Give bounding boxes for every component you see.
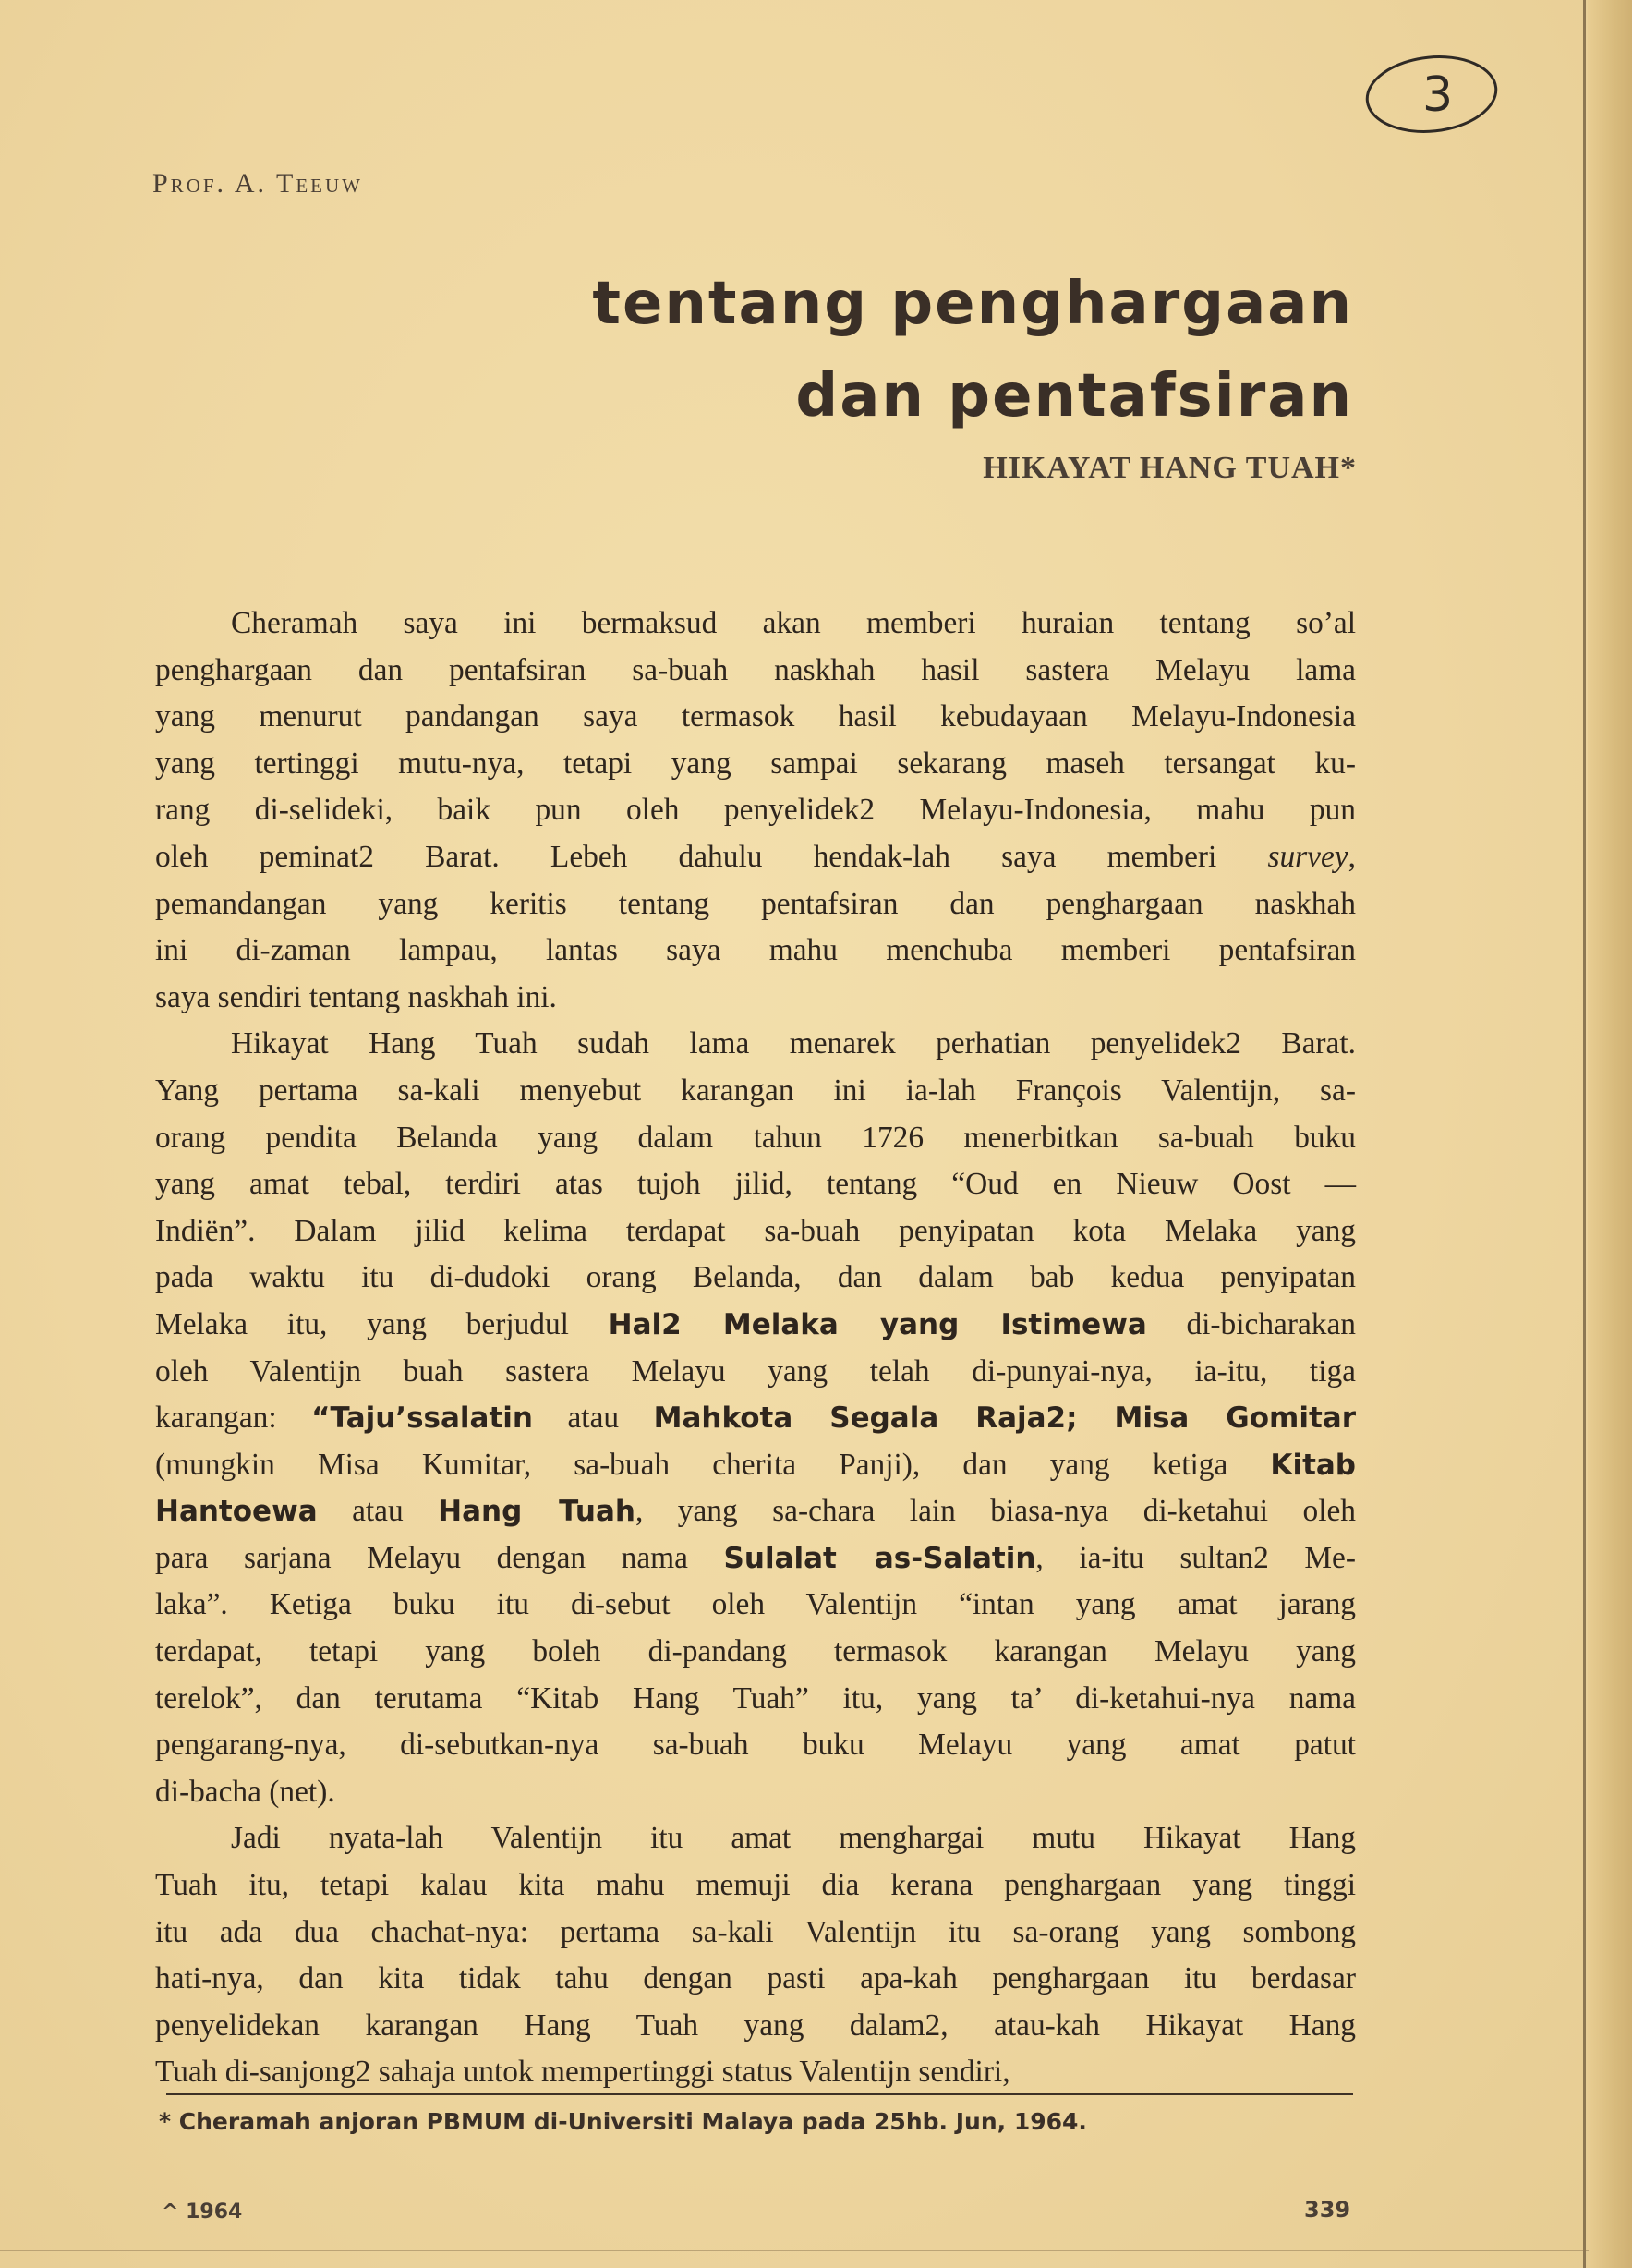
text-run: Tuah itu, tetapi kalau kita mahu memuji dia kerana penghargaan yang tinggi	[155, 1868, 1356, 1903]
paragraph-2-line	[155, 1115, 1356, 1162]
text-run: Yang pertama sa-kali menyebut karangan ini ia-lah François Valentijn, sa-	[155, 1073, 1356, 1108]
text-run: laka”. Ketiga buku itu di-sebut oleh Valentijn “intan yang amat jarang	[155, 1587, 1356, 1622]
text-run: ini di-zaman lampau, lantas saya mahu menchuba memberi pentafsiran	[155, 933, 1356, 968]
paragraph-2-line	[155, 1769, 1356, 1816]
text-run: pengarang-nya, di-sebutkan-nya sa-buah buku Melayu yang amat patut	[155, 1728, 1356, 1763]
text-run: orang pendita Belanda yang dalam tahun 1726 menerbitkan sa-buah buku	[155, 1120, 1356, 1155]
text-run: Hikayat Hang Tuah sudah lama menarek perhatian penyelidek2 Barat.	[231, 1026, 1356, 1061]
text-run: penyelidekan karangan Hang Tuah yang dalam2, atau-kah Hikayat Hang	[155, 2007, 1356, 2043]
paragraph-2-line	[155, 1442, 1356, 1489]
text-run: oleh Valentijn buah sastera Melayu yang telah di-punyai-nya, ia-itu, tiga	[155, 1353, 1356, 1389]
text-run: ,	[1348, 839, 1356, 874]
article-body	[155, 600, 1356, 2096]
handwritten-page-number	[1358, 48, 1505, 140]
paragraph-2-line	[155, 1629, 1356, 1676]
text-run: hati-nya, dan kita tidak tahu dengan pasti apa-kah penghargaan itu berdasar	[155, 1961, 1356, 1996]
paragraph-2-line	[155, 1208, 1356, 1255]
article-title-line-2: dan pentafsiran	[795, 362, 1353, 431]
paragraph-3-line	[155, 1956, 1356, 2003]
bold-title-text: Sulalat as-Salatin	[723, 1541, 1036, 1575]
paragraph-1-line	[155, 881, 1356, 928]
paragraph-3-line	[155, 1862, 1356, 1910]
paragraph-2-line	[155, 1676, 1356, 1723]
paragraph-3-line	[155, 1910, 1356, 1957]
paragraph-2-line	[155, 1068, 1356, 1115]
text-run: karangan:	[155, 1401, 312, 1436]
text-run: Melaka itu, yang berjudul	[155, 1306, 609, 1341]
folio-left: ^ 1964	[162, 2201, 243, 2224]
article-subtitle: HIKAYAT HANG TUAH*	[983, 451, 1357, 485]
circled-number-icon	[1358, 48, 1505, 140]
italic-text: survey	[1267, 839, 1348, 874]
bold-title-text: “Taju’ssalatin	[311, 1401, 533, 1436]
page-edge-line	[1583, 0, 1586, 2268]
footnote-divider	[166, 2093, 1353, 2095]
bold-title-text: Hantoewa	[155, 1495, 318, 1529]
text-run: Indiën”. Dalam jilid kelima terdapat sa-buah penyipatan kota Melaka yang	[155, 1213, 1356, 1248]
handwritten-page-number-text: 3	[1422, 67, 1454, 123]
text-run: pemandangan yang keritis tentang pentafsiran dan penghargaan naskhah	[155, 886, 1356, 921]
paragraph-2-line	[155, 1349, 1356, 1396]
author-name: Prof. A. Teeuw	[152, 168, 363, 199]
bold-title-text: Mahkota Segala Raja2; Misa Gomitar	[653, 1401, 1356, 1436]
paragraph-3-line	[155, 1815, 1356, 1862]
bold-title-text: Hang Tuah	[438, 1495, 635, 1529]
page-bottom-edge	[0, 2250, 1589, 2251]
paragraph-2-line	[155, 1535, 1356, 1583]
paragraph-1-line	[155, 834, 1356, 881]
paragraph-2-line	[155, 1722, 1356, 1769]
page-number: 339	[1304, 2197, 1351, 2223]
paragraph-1-line	[155, 975, 1356, 1022]
text-run: , yang sa-chara lain biasa-nya di-ketahui oleh	[635, 1494, 1357, 1529]
text-run: pada waktu itu di-dudoki orang Belanda, dan dalam bab kedua penyipatan	[155, 1260, 1356, 1295]
paragraph-2-line	[155, 1255, 1356, 1302]
article-title-line-1: tentang penghargaan	[592, 270, 1353, 338]
text-run: yang amat tebal, terdiri atas tujoh jilid, tentang “Oud en Nieuw Oost —	[155, 1167, 1356, 1202]
text-run: yang tertinggi mutu-nya, tetapi yang sampai sekarang maseh tersangat ku-	[155, 746, 1356, 781]
text-run: di-bicharakan	[1146, 1306, 1357, 1341]
text-run: para sarjana Melayu dengan nama	[155, 1540, 724, 1575]
paragraph-1-line	[155, 741, 1356, 788]
text-run: atau	[317, 1494, 439, 1529]
text-run: itu ada dua chachat-nya: pertama sa-kali Valentijn itu sa-orang yang sombong	[155, 1914, 1356, 1949]
text-run: rang di-selideki, baik pun oleh penyelidek2 Melayu-Indonesia, mahu pun	[155, 793, 1356, 828]
paragraph-2-line	[155, 1161, 1356, 1208]
text-run: di-bacha (net).	[155, 1774, 335, 1809]
paragraph-1-line	[155, 600, 1356, 648]
text-run: yang menurut pandangan saya termasok hasil kebudayaan Melayu-Indonesia	[155, 699, 1356, 734]
paragraph-2-line	[155, 1582, 1356, 1629]
bold-title-text: Kitab	[1270, 1448, 1356, 1482]
bold-title-text: Hal2 Melaka yang Istimewa	[608, 1307, 1147, 1341]
paragraph-2-line	[155, 1395, 1356, 1442]
paragraph-1-line	[155, 648, 1356, 695]
paragraph-1-line	[155, 928, 1356, 975]
text-run: penghargaan dan pentafsiran sa-buah naskhah hasil sastera Melayu lama	[155, 652, 1356, 687]
paragraph-1-line	[155, 694, 1356, 741]
text-run: Tuah di-sanjong2 sahaja untok mempertinggi status Valentijn sendiri,	[155, 2055, 1010, 2090]
text-run: Cheramah saya ini bermaksud akan memberi huraian tentang so’al	[231, 606, 1356, 640]
paragraph-3-line	[155, 2049, 1356, 2096]
text-run: (mungkin Misa Kumitar, sa-buah cherita Panji), dan yang ketiga	[155, 1447, 1271, 1482]
text-run: saya sendiri tentang naskhah ini.	[155, 979, 557, 1014]
paragraph-2-line	[155, 1488, 1356, 1535]
paragraph-3-line	[155, 2003, 1356, 2050]
text-run: oleh peminat2 Barat. Lebeh dahulu hendak-lah saya memberi	[155, 839, 1268, 874]
text-run: Jadi nyata-lah Valentijn itu amat menghargai mutu Hikayat Hang	[231, 1821, 1356, 1856]
footnote: * Cheramah anjoran PBMUM di-Universiti Malaya pada 25hb. Jun, 1964.	[159, 2108, 1087, 2135]
paragraph-1-line	[155, 787, 1356, 834]
paragraph-2-line	[155, 1021, 1356, 1068]
text-run: terelok”, dan terutama “Kitab Hang Tuah” itu, yang ta’ di-ketahui-nya nama	[155, 1680, 1356, 1716]
paragraph-2-line	[155, 1302, 1356, 1349]
text-run: terdapat, tetapi yang boleh di-pandang termasok karangan Melayu yang	[155, 1634, 1356, 1669]
page-binding-edge	[1588, 0, 1632, 2268]
text-run: atau	[532, 1401, 654, 1436]
text-run: , ia-itu sultan2 Me-	[1035, 1540, 1356, 1575]
